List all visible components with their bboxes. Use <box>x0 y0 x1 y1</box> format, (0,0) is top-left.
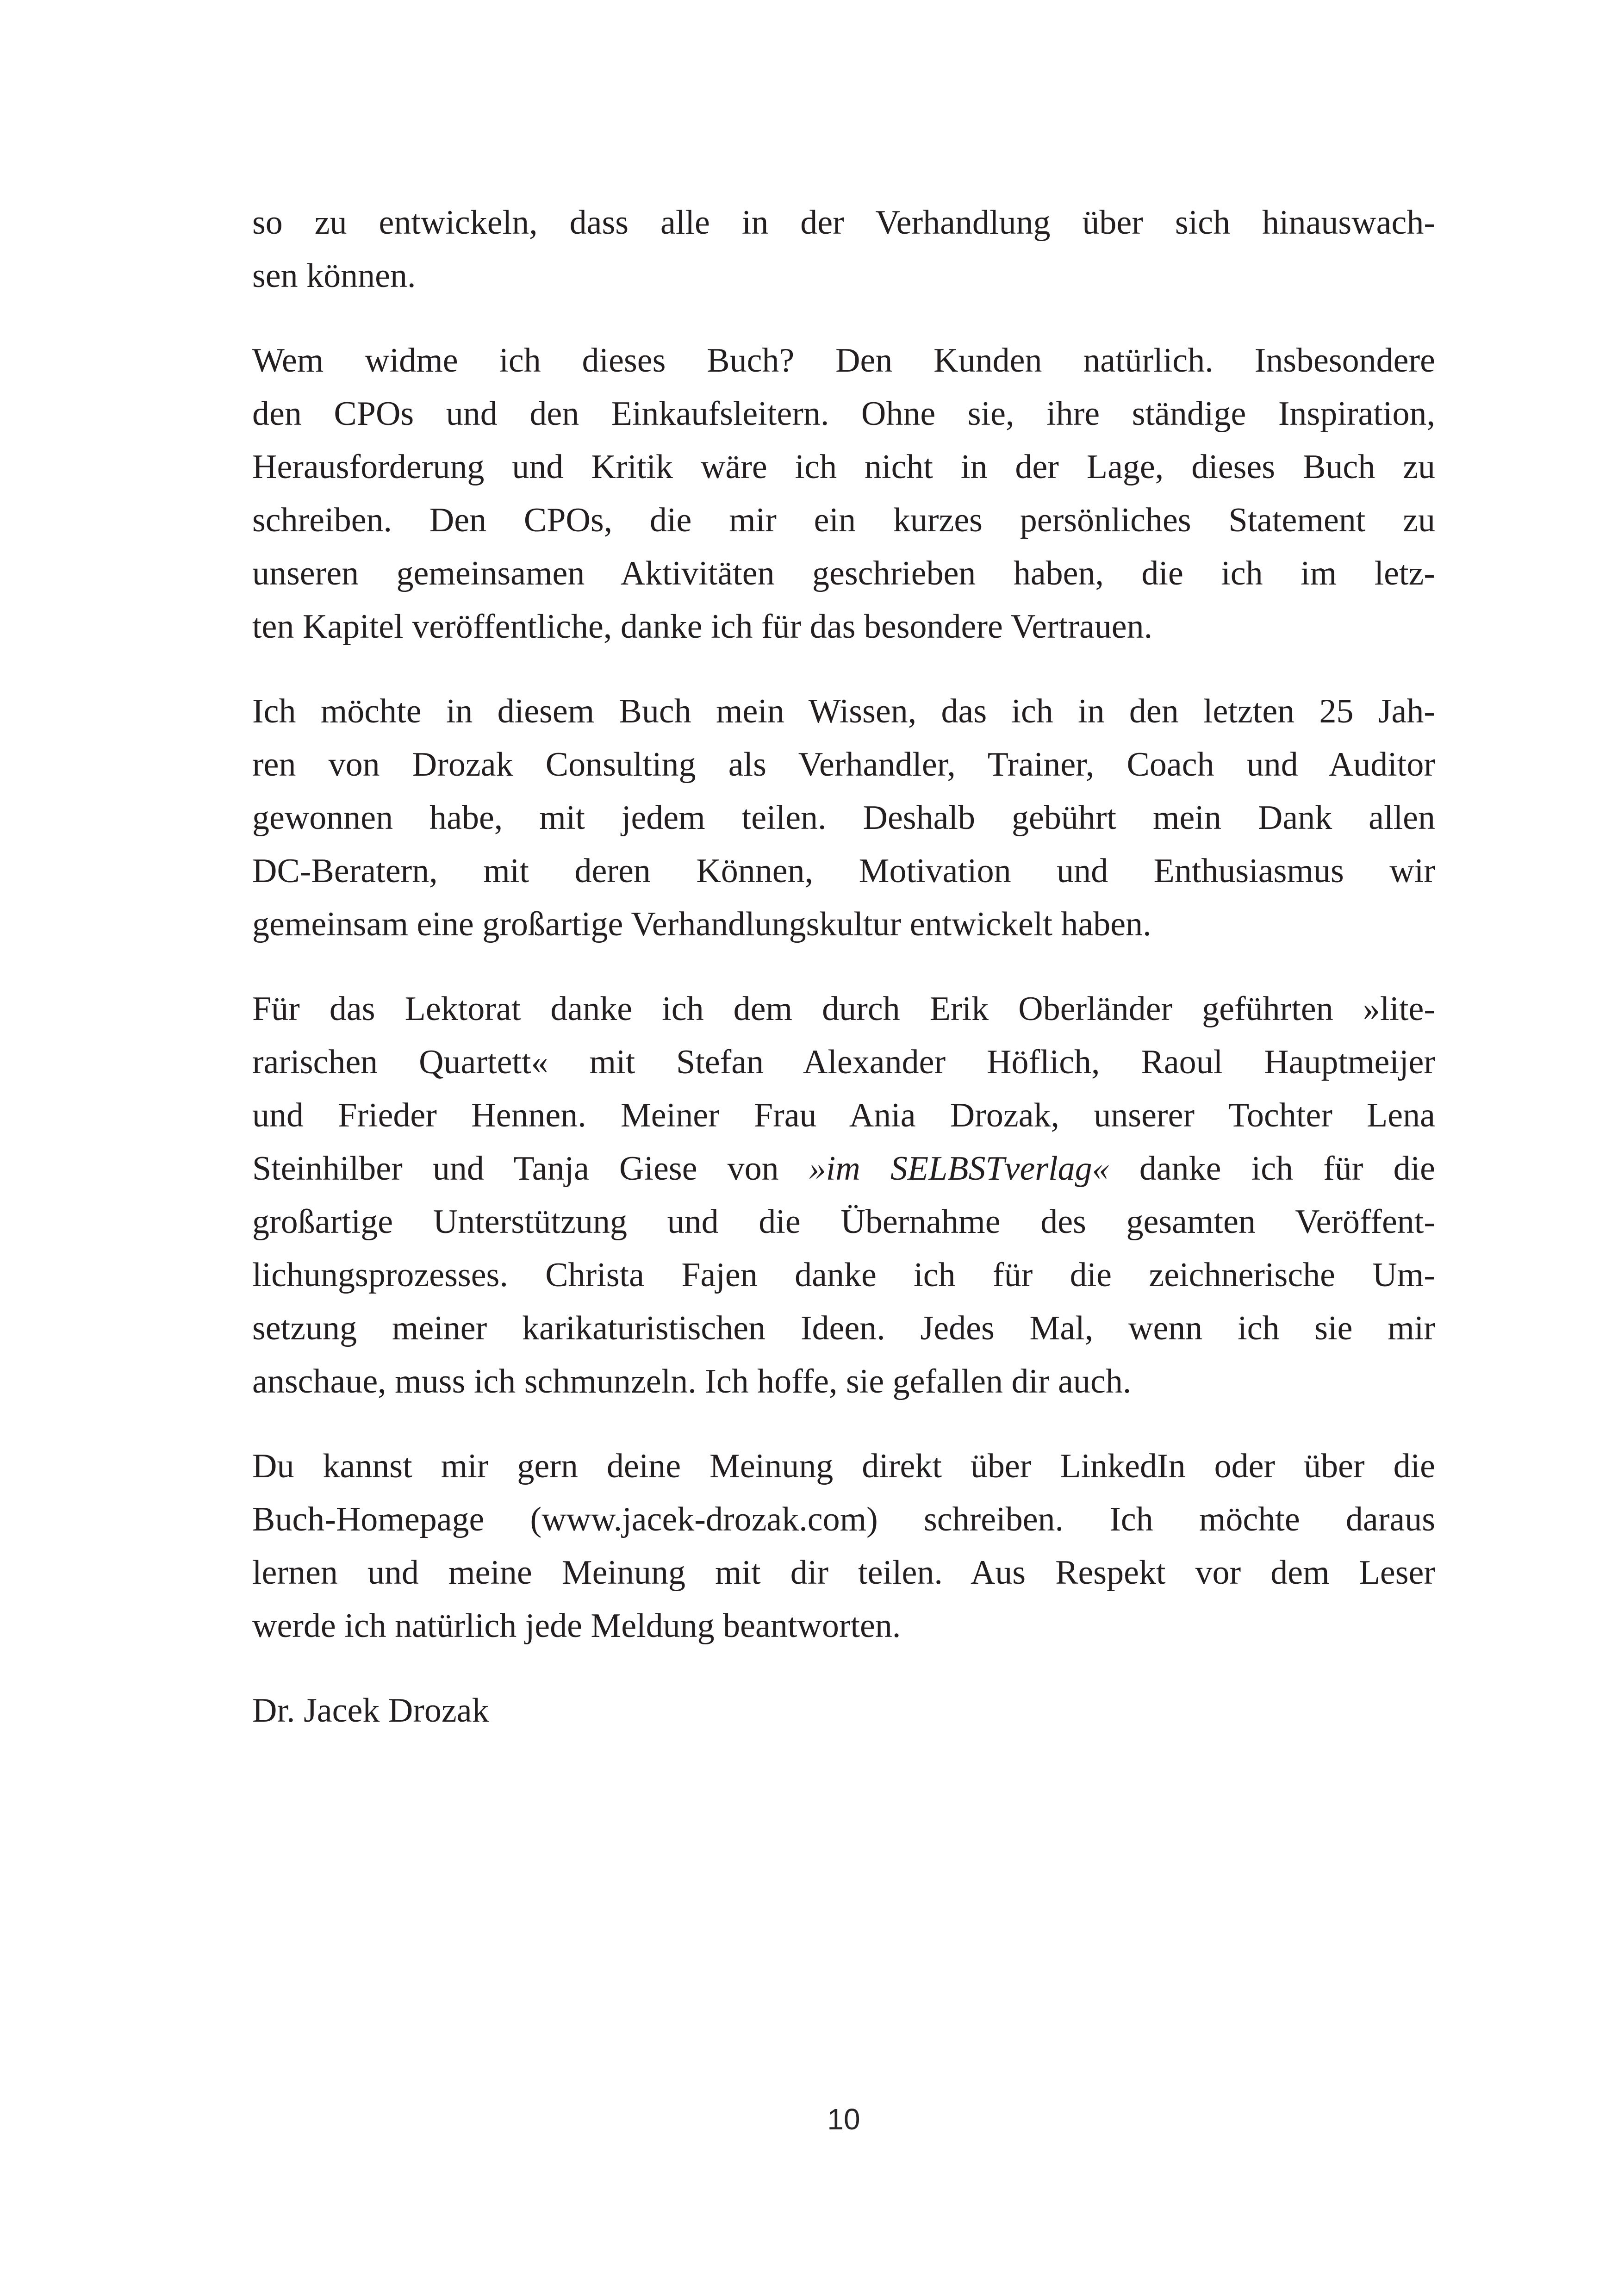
text-line: Herausforderung und Kritik wäre ich nicht in der Lage, dieses Buch zu <box>252 448 1435 486</box>
text-line: und Frieder Hennen. Meiner Frau Ania Drozak, unserer Tochter Lena <box>252 1096 1435 1134</box>
author-signature: Dr. Jacek Drozak <box>252 1692 489 1730</box>
text-line: setzung meiner karikaturistischen Ideen. Jedes Mal, wenn ich sie mir <box>252 1309 1435 1347</box>
paragraph <box>252 334 1435 653</box>
paragraph <box>252 1440 1435 1653</box>
text-line: rarischen Quartett« mit Stefan Alexander Höflich, Raoul Hauptmeijer <box>252 1043 1435 1081</box>
text-line: großartige Unterstützung und die Übernahme des gesamten Veröffent- <box>252 1203 1435 1241</box>
text-line: Ich möchte in diesem Buch mein Wissen, das ich in den letzten 25 Jah- <box>252 692 1435 730</box>
text-line: unseren gemeinsamen Aktivitäten geschrieben haben, die ich im letz- <box>252 554 1435 592</box>
paragraph <box>252 685 1435 951</box>
text-line: ren von Drozak Consulting als Verhandler, Trainer, Coach und Auditor <box>252 746 1435 784</box>
text-line: anschaue, muss ich schmunzeln. Ich hoffe, sie gefallen dir auch. <box>252 1363 1132 1400</box>
text-line: Steinhilber und Tanja Giese von »im SELBSTverlag« danke ich für die <box>252 1150 1435 1188</box>
text-line: den CPOs und den Einkaufsleitern. Ohne sie, ihre ständige Inspiration, <box>252 395 1435 433</box>
page-number: 10 <box>827 2103 860 2136</box>
paragraph <box>252 196 1435 303</box>
text-line: ten Kapitel veröffentliche, danke ich für das besondere Vertrauen. <box>252 608 1153 646</box>
text-line: gemeinsam eine großartige Verhandlungskultur entwickelt haben. <box>252 905 1151 943</box>
text-line: so zu entwickeln, dass alle in der Verhandlung über sich hinauswach- <box>252 204 1435 242</box>
text-line: lernen und meine Meinung mit dir teilen. Aus Respekt vor dem Leser <box>252 1554 1435 1592</box>
text-line: DC-Beratern, mit deren Können, Motivation und Enthusiasmus wir <box>252 852 1435 890</box>
text-line: werde ich natürlich jede Meldung beantworten. <box>252 1607 901 1645</box>
text-line: Du kannst mir gern deine Meinung direkt über LinkedIn oder über die <box>252 1447 1435 1485</box>
text-line: schreiben. Den CPOs, die mir ein kurzes persönliches Statement zu <box>252 501 1435 539</box>
text-line: Für das Lektorat danke ich dem durch Erik Oberländer geführten »lite- <box>252 990 1435 1028</box>
text-line: sen können. <box>252 257 416 295</box>
paragraph <box>252 983 1435 1408</box>
text-line: Buch-Homepage (www.jacek-drozak.com) schreiben. Ich möchte daraus <box>252 1500 1435 1538</box>
body-text <box>252 196 1435 1737</box>
text-line: Wem widme ich dieses Buch? Den Kunden natürlich. Insbesondere <box>252 342 1435 380</box>
text-line: lichungsprozesses. Christa Fajen danke ich für die zeichnerische Um- <box>252 1256 1435 1294</box>
text-line: gewonnen habe, mit jedem teilen. Deshalb gebührt mein Dank allen <box>252 799 1435 837</box>
